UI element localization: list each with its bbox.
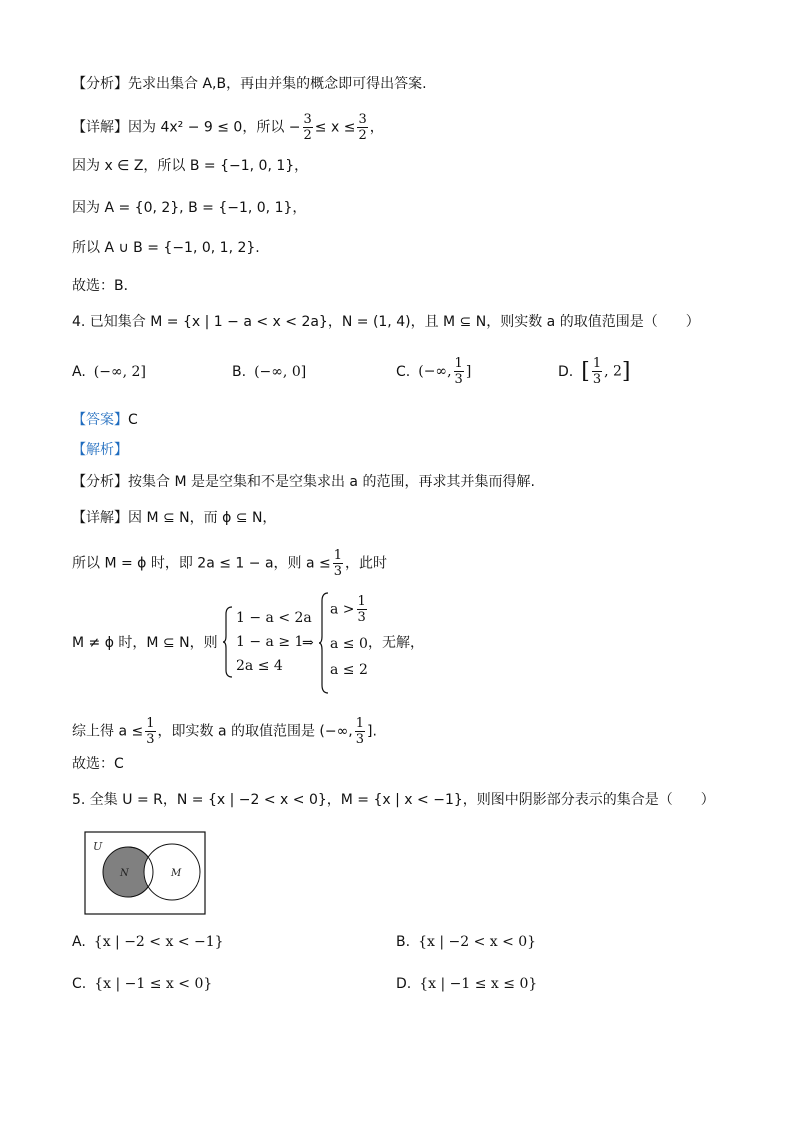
system-row: a ≤ 0 [330,636,368,652]
sol3-line5: 所以 A ∪ B = {−1, 0, 1, 2}. [72,240,260,256]
system-row [330,594,369,625]
fraction [357,112,367,143]
fraction-denominator: 3 [146,732,155,747]
system-row: 1 − a ≥ 1 [236,634,304,650]
q5-option-a [72,934,224,950]
fraction-denominator: 3 [357,610,366,625]
q5-option-b [396,934,536,950]
fraction-numerator: 1 [333,548,343,563]
label-m: M [171,868,182,879]
fraction [355,716,365,747]
fraction [454,356,464,387]
fraction [303,112,313,143]
detail-text: 因 M ⊆ N，而 ϕ ⊆ N， [128,510,277,526]
fraction-denominator: 3 [333,564,343,579]
q4-option-a [72,364,146,380]
q4-answer-line [72,410,138,430]
q4-option-b [232,364,306,380]
option-value: {x | −1 ≤ x < 0} [94,976,213,992]
sol3-line3: 因为 x ∈ Z，所以 B = {−1, 0, 1}， [72,158,309,174]
option-value: {x | −1 ≤ x ≤ 0} [419,976,538,992]
inequality-system-1 [236,606,312,678]
sol3-detail-line [72,112,384,143]
option-label: D. [396,976,412,992]
analysis-tag: 【分析】 [72,474,128,490]
fraction-denominator: 2 [303,128,312,143]
option-value: , 2 [604,363,622,380]
inequality-system-2 [330,594,369,683]
q5-stem: 5. 全集 U = R，N = {x | −2 < x < 0}，M = {x | x < −1}，则图中阴影部分表示的集合是（ ） [72,792,715,808]
q4-option-c [396,356,471,387]
fraction-numerator: 3 [303,112,312,127]
option-value: ] [465,363,472,380]
analysis-tag: 【分析】 [72,76,128,92]
fraction-numerator: 1 [592,356,602,371]
fraction-denominator: 2 [358,128,367,143]
option-value: {x | −2 < x < 0} [418,934,537,950]
system-row-text: a > [330,601,355,618]
left-brace [318,592,330,694]
no-solution-text: ，无解， [368,635,424,651]
q4-option-d [558,356,631,387]
system-row: 1 − a < 2a [236,610,312,626]
fraction-denominator: 3 [355,732,365,747]
label-u: U [93,840,103,853]
q4-analysis-line [72,472,535,492]
system-row: 2a ≤ 4 [236,658,283,674]
fraction-numerator: 3 [358,112,367,127]
option-label: B. [396,934,411,950]
empty-case-text: ，此时 [345,555,388,572]
detail-text: ≤ x ≤ [314,119,356,136]
fraction-denominator: 3 [592,372,602,387]
label-n: N [120,868,129,879]
q4-summary-line [72,716,377,747]
answer-value: C [128,412,138,428]
option-label: A. [72,364,86,380]
q5-option-d [396,976,537,992]
option-label: D. [558,363,574,380]
answer-tag: 【答案】 [72,412,128,428]
fraction [333,548,343,579]
right-bracket: ] [621,359,631,384]
q4-choose: 故选：C [72,756,124,772]
left-bracket: [ [581,359,590,384]
q4-detail-line [72,508,276,528]
sol3-analysis-line [72,74,427,94]
option-value: {x | −2 < x < −1} [93,934,224,950]
system-row: a ≤ 2 [330,662,368,678]
fraction [145,716,155,747]
fraction-numerator: 1 [357,594,366,609]
fraction [357,594,367,625]
option-label: A. [72,934,86,950]
q4-parse-tag: 【解析】 [72,442,128,458]
option-value: (−∞, 0] [254,364,307,380]
fraction-denominator: 3 [454,372,463,387]
detail-tag: 【详解】 [72,510,128,526]
option-value: (−∞, [418,363,452,380]
option-label: C. [396,363,411,380]
detail-text: ， [369,119,384,136]
analysis-text: 按集合 M 是是空集和不是空集求出 a 的范围，再求其并集而得解. [128,474,535,490]
fraction [592,356,602,387]
detail-text: 因为 4x² − 9 ≤ 0，所以 − [128,119,301,136]
option-label: C. [72,976,87,992]
sol3-choose: 故选：B． [72,278,138,294]
fraction-numerator: 1 [454,356,463,371]
sol3-line4: 因为 A = {0, 2}, B = {−1, 0, 1}， [72,200,307,216]
option-value: (−∞, 2] [93,364,146,380]
empty-case-text: 所以 M = ϕ 时，即 2a ≤ 1 − a，则 a ≤ [72,555,331,572]
q5-option-c [72,976,212,992]
venn-diagram [84,831,206,915]
q4-nonempty-case-text: M ≠ ϕ 时，M ⊆ N，则 [72,635,218,651]
q4-empty-case-line [72,548,387,579]
fraction-numerator: 1 [355,716,365,731]
summary-text: 综上得 a ≤ [72,723,144,740]
summary-text: ，即实数 a 的取值范围是 (−∞, [157,723,353,740]
option-label: B. [232,364,247,380]
summary-text: ]. [367,723,377,740]
left-brace [222,606,234,678]
fraction-numerator: 1 [146,716,155,731]
detail-tag: 【详解】 [72,119,128,136]
analysis-text: 先求出集合 A,B，再由并集的概念即可得出答案. [128,76,427,92]
q4-stem: 4. 已知集合 M = {x | 1 − a < x < 2a}，N = (1, 4)，且 M ⊆ N，则实数 a 的取值范围是（ ） [72,314,700,330]
implies-arrow: ⇒ [302,635,314,651]
